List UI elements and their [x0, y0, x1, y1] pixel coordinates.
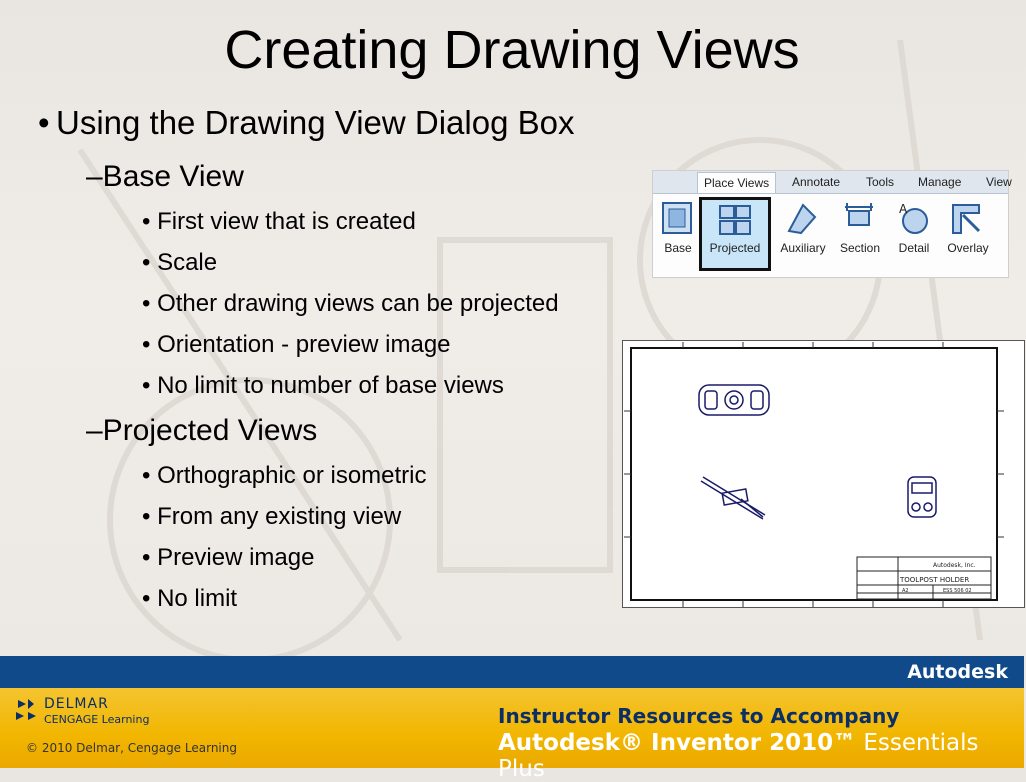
- copyright-text: © 2010 Delmar, Cengage Learning: [26, 741, 237, 755]
- base-tool-label: Base: [664, 241, 692, 255]
- autodesk-logo-text: Autodesk: [907, 661, 1008, 683]
- tab-tools[interactable]: Tools: [866, 175, 895, 189]
- bullet-marker: •: [38, 104, 50, 141]
- tab-annotate[interactable]: Annotate: [792, 175, 841, 189]
- bullet-base-3: • Other drawing views can be projected: [142, 290, 559, 317]
- projected-tool-label: Projected: [709, 241, 761, 255]
- bullet-proj-2: • From any existing view: [142, 503, 402, 530]
- book-title-line: [498, 730, 1024, 782]
- bullet-drawing-view-dialog: Using the Drawing View Dialog Box: [56, 104, 575, 141]
- base-view-icon: [661, 201, 695, 237]
- drawing-sheet-graphic: [623, 341, 1026, 609]
- tab-view[interactable]: View: [986, 175, 1012, 189]
- projected-tool-button[interactable]: [699, 197, 771, 271]
- overlay-view-icon: [949, 201, 983, 237]
- bullet-proj-3: • Preview image: [142, 544, 315, 571]
- auxiliary-tool-label: Auxiliary: [780, 241, 826, 255]
- delmar-logo-text: DELMAR: [44, 696, 109, 712]
- section-tool-label: Section: [839, 241, 881, 255]
- section-view-icon: [843, 201, 877, 237]
- footer-band: [0, 656, 1024, 688]
- bullet-proj-1: • Orthographic or isometric: [142, 462, 427, 489]
- title-block-sheet-code: ESS 506 02: [943, 588, 972, 594]
- ribbon-panel: [652, 170, 1012, 278]
- cengage-logo-text: CENGAGE Learning: [44, 713, 150, 726]
- subheading-projected-views: –Projected Views: [86, 414, 318, 447]
- part-top-view: [699, 385, 769, 415]
- title-block-company: Autodesk, Inc.: [933, 562, 976, 569]
- part-side-view: [908, 477, 936, 517]
- svg-text:A: A: [899, 202, 908, 216]
- projected-view-icon: [718, 204, 754, 240]
- tab-manage[interactable]: Manage: [918, 175, 962, 189]
- overlay-tool-button[interactable]: [941, 197, 995, 271]
- delmar-logo-icon: [14, 698, 42, 724]
- section-tool-button[interactable]: [835, 197, 885, 271]
- book-title-main: Autodesk® Inventor 2010™: [498, 730, 857, 756]
- bullet-base-1: • First view that is created: [142, 208, 416, 235]
- bullet-base-2: • Scale: [142, 249, 218, 276]
- part-isometric-view: [701, 477, 765, 519]
- book-title-suffix: Essentials Plus: [498, 730, 979, 782]
- base-tool-button[interactable]: [653, 197, 703, 271]
- subheading-base-view: –Base View: [86, 160, 244, 193]
- ribbon-tab-bar: [653, 171, 1012, 194]
- drawing-sheet-preview: [622, 340, 1025, 608]
- slide-title: Creating Drawing Views: [224, 20, 800, 80]
- detail-tool-label: Detail: [898, 241, 930, 255]
- bullet-base-4: • Orientation - preview image: [142, 331, 451, 358]
- detail-tool-button[interactable]: [889, 197, 939, 271]
- instructor-resources-line: Instructor Resources to Accompany: [498, 704, 900, 728]
- detail-view-icon: [897, 201, 931, 237]
- title-block-part-title: TOOLPOST HOLDER: [900, 576, 970, 584]
- auxiliary-view-icon: [785, 201, 819, 237]
- title-block-size: A2: [902, 588, 909, 594]
- bullet-proj-4: • No limit: [142, 585, 238, 612]
- tab-place-views[interactable]: Place Views: [697, 172, 776, 193]
- bullet-base-5: • No limit to number of base views: [142, 372, 504, 399]
- overlay-tool-label: Overlay: [947, 241, 989, 255]
- auxiliary-tool-button[interactable]: [777, 197, 829, 271]
